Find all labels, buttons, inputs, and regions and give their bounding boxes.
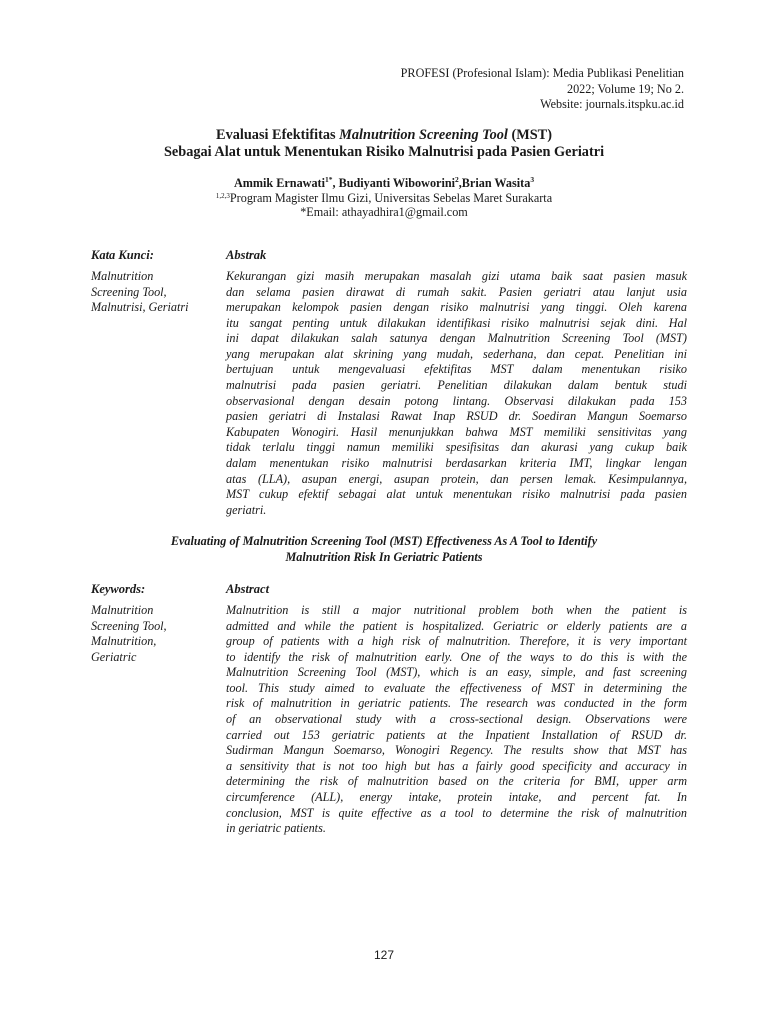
journal-name: PROFESI (Profesional Islam): Media Publikasi Penelitian [400, 66, 684, 80]
journal-header [401, 66, 684, 113]
journal-issue: 2022; Volume 19; No 2. [566, 81, 684, 96]
abstract-line: bertujuan untuk mengevaluasi efektifitas MST dalam menentukan risiko [226, 362, 687, 377]
keywords-label-id: Kata Kunci: [91, 248, 154, 262]
abstract-line: of an observational study with a cross-sectional design. Observations were [226, 712, 687, 727]
author-2: Budiyanti Wiboworini [338, 176, 455, 190]
keywords-list-en [91, 603, 221, 665]
keyword-item: Geriatric [91, 649, 137, 664]
abstract-text-id [226, 269, 687, 518]
author-email: *Email: athayadhira1@gmail.com [300, 205, 468, 219]
abstract-line: tidak terlalu tinggi namun memiliki spesifisitas dan akurasi yang cukup baik [226, 440, 687, 455]
keywords-label-en: Keywords: [91, 582, 146, 596]
keyword-item: Malnutrition, [91, 634, 157, 649]
abstract-label-en: Abstract [226, 582, 270, 596]
keyword-item: Malnutrisi, Geriatri [91, 300, 189, 315]
abstract-line: MST cukup efektif sebagai alat untuk menentukan risiko malnutrisi pada pasien [226, 487, 687, 502]
abstract-line: conclusion, MST is quite effective as a tool to determine the risk of malnutrition [226, 805, 687, 820]
author-1: Ammik Ernawati [233, 176, 326, 190]
abstract-line: dan selama pasien dirawat di rumah sakit. Pasien geriatri atau lanjut usia [226, 284, 687, 299]
abstract-line: yang merupakan alat skrining yang mudah, sederhana, dan cepat. Penelitian ini [226, 346, 687, 361]
abstract-line: malnutrisi pada pasien geriatri. Penelitian dilakukan dalam bentuk studi [226, 378, 687, 393]
paper-title-line1: Evaluasi Efektifitas Malnutrition Screening Tool (MST) [216, 127, 552, 143]
abstract-line: geriatri. [226, 502, 267, 517]
english-title-line2: Malnutrition Risk In Geriatric Patients [285, 549, 483, 564]
abstract-line: to identify the risk of malnutrition early. One of the ways to do this is with the [226, 649, 687, 664]
abstract-line: risk of malnutrition in geriatric patients. The research was conducted in the form [226, 696, 687, 711]
abstract-line: in geriatric patients. [226, 821, 326, 836]
abstract-line: admitted and while the patient is hospitalized. Geriatric or elderly patients are a [226, 618, 687, 633]
abstract-line: pasien geriatri di Instalasi Rawat Inap RSUD dr. Soediran Mangun Soemarso [226, 409, 687, 424]
abstract-line: ini dapat dilakukan salah satunya dengan Malnutrition Screening Tool (MST) [226, 331, 687, 346]
paper-title-italic: Malnutrition Screening Tool [339, 127, 508, 143]
abstract-line: Kekurangan gizi masih merupakan masalah gizi utama baik saat pasien masuk [226, 269, 687, 283]
abstract-line: carried out 153 geriatric patients at the Inpatient Installation of RSUD dr. [226, 727, 687, 742]
abstract-text-en [226, 603, 687, 837]
journal-website: Website: journals.itspku.ac.id [540, 97, 684, 111]
abstract-line: a sensitivity that is not too high but has a fairly good specificity and accuracy in [226, 758, 687, 773]
abstract-line: group of patients with a high risk of malnutrition. Therefore, it is very important [226, 634, 687, 649]
keyword-item: Malnutrition [91, 603, 154, 617]
abstract-line: Malnutrition Screening Tool (MST), which is an easy, simple, and fast screening [226, 665, 687, 680]
abstract-line: Sudirman Mangun Soemarso, Wonogiri Regency. The results show that MST has [226, 743, 687, 758]
keyword-item: Screening Tool, [91, 284, 167, 299]
abstract-line: determining the risk of malnutrition based on the criteria for BMI, upper arm [226, 774, 687, 789]
abstract-line: merupakan kelompok pasien dengan risiko malnutrisi yang tinggi. Oleh karena [226, 300, 687, 315]
english-title [0, 534, 768, 565]
abstract-line: atas (LLA), asupan energi, asupan protein, dan persen lemak. Kesimpulannya, [226, 471, 687, 486]
author-3: Brian Wasita [461, 176, 531, 190]
keywords-list-id [91, 269, 221, 316]
paper-title [0, 127, 768, 161]
abstract-line: tool. This study aimed to evaluate the effectiveness of MST in determining the [226, 680, 687, 695]
keyword-item: Malnutrition [91, 269, 154, 283]
abstract-line: Kabupaten Wonogiri. Hasil menunjukkan bahwa MST memiliki sensitivitas yang [226, 424, 687, 439]
abstract-label-id: Abstrak [226, 248, 267, 262]
paper-title-line2: Sebagai Alat untuk Menentukan Risiko Malnutrisi pada Pasien Geriatri [163, 144, 605, 160]
keyword-item: Screening Tool, [91, 618, 167, 633]
abstract-line: observasional dengan desain potong lintang. Observasi dilakukan pada 153 [226, 393, 687, 408]
abstract-line: itu sangat penting untuk dilakukan identifikasi risiko malnutrisi sejak dini. Hal [226, 315, 687, 330]
author-names: Ammik Ernawati$^{1*}$, Budiyanti Wiboworini$^2$,Brian Wasita$^3$ [233, 175, 535, 190]
page-number: 127 [373, 948, 395, 962]
english-title-line1: Evaluating of Malnutrition Screening Tool (MST) Effectiveness As A Tool to Identify [170, 534, 598, 548]
author-block [0, 176, 768, 220]
abstract-line: dalam menentukan risiko malnutrisi berdasarkan kriteria IMT, lingkar lengan [226, 455, 687, 470]
affiliation: $^{1,2,3}$Program Magister Ilmu Gizi, Universitas Sebelas Maret Surakarta [215, 190, 553, 205]
abstract-line: circumference (ALL), energy intake, protein intake, and percent fat. In [226, 789, 687, 804]
abstract-line: Malnutrition is still a major nutritional problem both when the patient is [226, 603, 687, 617]
